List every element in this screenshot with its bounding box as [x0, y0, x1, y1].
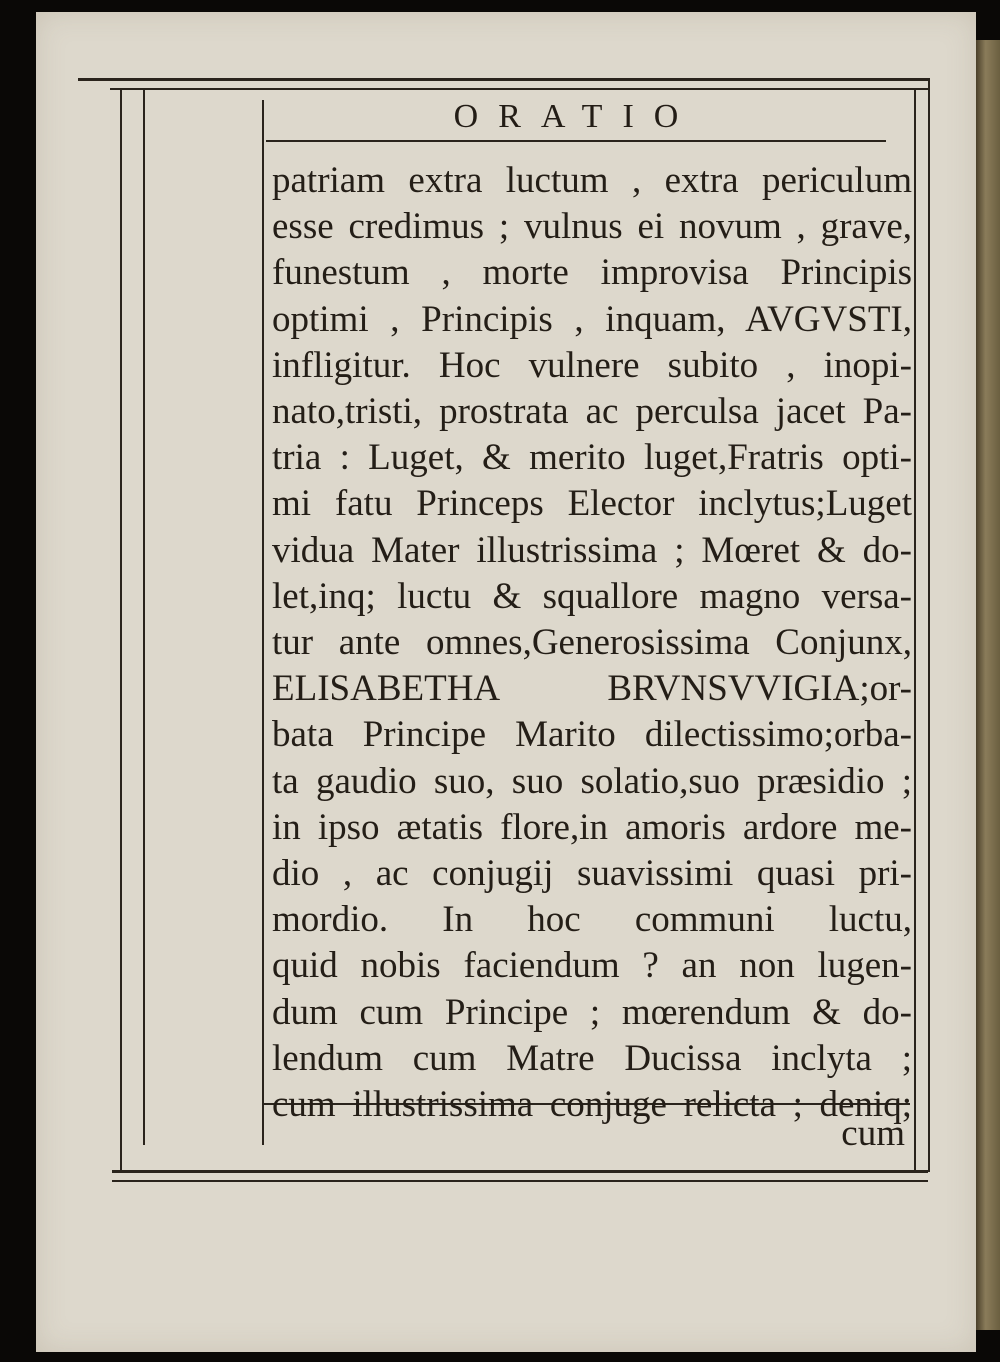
text-line: mordio. In hoc communi luctu,	[272, 899, 912, 941]
text-line: ta gaudio suo, suo solatio,suo præsidio ;	[272, 760, 912, 802]
text-line: infligitur. Hoc vulnere subito , inopi-	[272, 344, 912, 386]
text-line: bata Principe Marito dilectissimo;orba-	[272, 714, 912, 756]
frame-rule-top	[78, 78, 930, 81]
frame-rule-right	[914, 88, 916, 1173]
text-line: lendum cum Matre Ducissa inclyta ;	[272, 1037, 912, 1079]
catchword: cum	[841, 1113, 905, 1154]
running-head-rule	[266, 140, 886, 142]
frame-rule-bottom-inner	[112, 1180, 928, 1182]
text-line: tur ante omnes,Generosissima Conjunx,	[272, 622, 912, 664]
text-column-rule	[262, 100, 264, 1145]
text-line: vidua Mater illustrissima ; Mœret & do-	[272, 529, 912, 571]
text-line: dum cum Principe ; mœrendum & do-	[272, 991, 912, 1033]
frame-rule-bottom	[112, 1170, 928, 1173]
text-line: quid nobis faciendum ? an non lugen-	[272, 945, 912, 987]
text-line: cum illustrissima conjuge relicta ; deniq;	[272, 1084, 912, 1126]
text-block	[272, 158, 912, 1128]
text-line: in ipso ætatis flore,in amoris ardore me-	[272, 806, 912, 848]
running-head: ORATIO	[453, 98, 699, 135]
text-line: nato,tristi, prostrata ac perculsa jacet Pa-	[272, 391, 912, 433]
text-line: optimi , Principis , inquam, AVGVSTI,	[272, 298, 912, 340]
frame-rule-left	[120, 88, 122, 1173]
page-edge	[976, 40, 1000, 1330]
frame-rule-right-outer	[928, 80, 930, 1172]
text-line: mi fatu Princeps Elector inclytus;Luget	[272, 483, 912, 525]
text-line: tria : Luget, & merito luget,Fratris opti-	[272, 437, 912, 479]
text-line: esse credimus ; vulnus ei novum , grave,	[272, 206, 912, 248]
frame-rule-top-inner	[110, 88, 930, 90]
frame-rule-left-inner	[143, 90, 145, 1145]
text-line: dio , ac conjugij suavissimi quasi pri-	[272, 853, 912, 895]
text-line: let,inq; luctu & squallore magno versa-	[272, 575, 912, 617]
text-line: funestum , morte improvisa Principis	[272, 252, 912, 294]
text-line: patriam extra luctum , extra periculum	[272, 160, 912, 201]
text-line: ELISABETHA BRVNSVVIGIA;or-	[272, 668, 912, 710]
